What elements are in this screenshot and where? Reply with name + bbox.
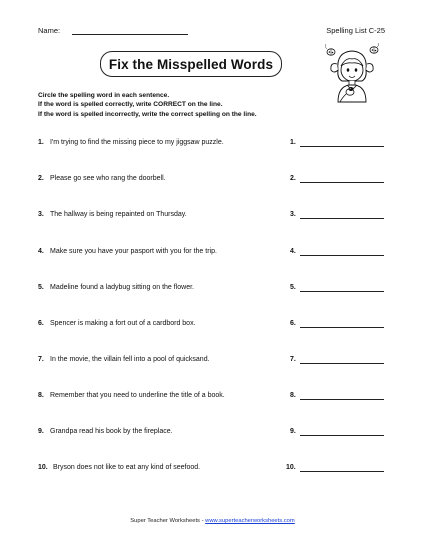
question-row [38,139,388,151]
name-label: Name: [38,26,61,35]
answer-line[interactable] [300,146,384,147]
question-row [38,356,388,368]
answer-line[interactable] [300,218,384,219]
question-text: I'm trying to find the missing piece to my jiggsaw puzzle. [50,139,224,146]
question-text: Make sure you have your pasport with you for the trip. [50,248,217,255]
answer-line[interactable] [300,363,384,364]
answer-line[interactable] [300,471,384,472]
question-number: 9. [38,428,44,435]
question-row [38,248,388,260]
instructions [38,91,257,119]
question-text: Madeline found a ladybug sitting on the flower. [50,284,194,291]
question-text: Please go see who rang the doorbell. [50,175,166,182]
answer-line[interactable] [300,435,384,436]
question-number: 7. [38,356,44,363]
ladybug-icon [370,43,379,53]
question-number: 3. [38,211,44,218]
question-number: 4. [38,248,44,255]
question-number: 6. [38,320,44,327]
question-text: The hallway is being repainted on Thursday. [50,211,187,218]
question-text: Grandpa read his book by the fireplace. [50,428,173,435]
worksheet-title-banner [100,51,282,77]
question-number: 5. [38,284,44,291]
question-row [38,428,388,440]
answer-line[interactable] [300,399,384,400]
question-text: In the movie, the villain fell into a pool of quicksand. [50,356,210,363]
answer-number: 9. [290,428,296,435]
question-text: Spencer is making a fort out of a cardbord box. [50,320,196,327]
girl-with-ladybug-illustration [320,40,382,114]
question-row [38,464,388,476]
answer-number: 4. [290,248,296,255]
question-number: 2. [38,175,44,182]
answer-number: 8. [290,392,296,399]
answer-number: 5. [290,284,296,291]
question-row [38,392,388,404]
answer-line[interactable] [300,327,384,328]
instruction-line: Circle the spelling word in each sentence. [38,92,170,99]
footer [0,518,425,524]
question-text: Bryson does not like to eat any kind of seefood. [53,464,201,471]
footer-website-link[interactable]: www.superteacherworksheets.com [205,518,295,524]
question-number: 1. [38,139,44,146]
answer-line[interactable] [300,255,384,256]
question-row [38,211,388,223]
answer-number: 7. [290,356,296,363]
question-row [38,320,388,332]
instruction-line: If the word is spelled correctly, write CORRECT on the line. [38,101,223,109]
worksheet-title: Fix the Misspelled Words [108,56,274,72]
question-row [38,175,388,187]
answer-number: 10. [286,464,296,471]
ladybug-icon [325,44,335,55]
question-text: Remember that you need to underline the title of a book. [50,392,225,399]
worksheet-header [38,26,385,40]
name-field[interactable] [72,34,188,35]
footer-separator: - [201,518,204,524]
answer-number: 1. [290,139,296,146]
answer-number: 2. [290,175,296,182]
footer-publisher: Super Teacher Worksheets [130,518,200,524]
question-number: 10. [38,464,48,471]
answer-line[interactable] [300,182,384,183]
answer-line[interactable] [300,291,384,292]
question-row [38,284,388,296]
answer-number: 6. [290,320,296,327]
question-number: 8. [38,392,44,399]
answer-number: 3. [290,211,296,218]
instruction-line: If the word is spelled incorrectly, write the correct spelling on the line. [38,110,257,118]
spelling-list-label: Spelling List C-25 [326,26,385,35]
